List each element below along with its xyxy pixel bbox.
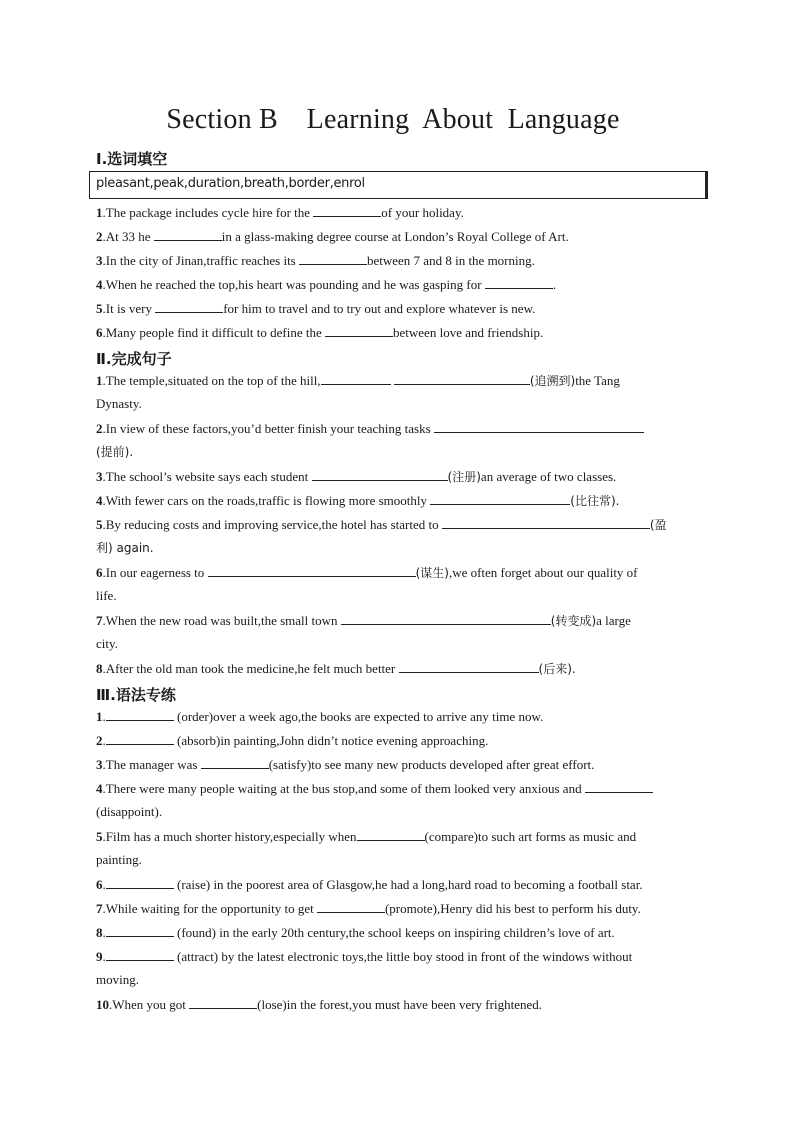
s1-item-2: 2.At 33 he in a glass-making degree course at London’s Royal College of Art. [96,229,569,244]
answer-blank[interactable] [485,276,553,289]
s2-item-5: 5.By reducing costs and improving service,the hotel has started to (盈 [96,517,667,532]
answer-blank[interactable] [155,300,223,313]
answer-blank[interactable] [585,780,653,793]
s1-item-5: 5.It is very for him to travel and to try out and explore whatever is new. [96,301,536,316]
answer-blank[interactable] [317,900,385,913]
s3-item-6: 6. (raise) in the poorest area of Glasgow,he had a long,hard road to becoming a football star. [96,877,643,892]
page-title: Section B Learning About Language [166,104,620,135]
section-3-heading: Ⅲ.语法专练 [96,686,176,704]
answer-blank[interactable] [442,516,650,529]
answer-blank[interactable] [394,372,530,385]
s2-item-6: 6.In our eagerness to (谋生),we often forget about our quality of [96,565,638,580]
answer-blank[interactable] [106,924,174,937]
s2-item-1-cont: Dynasty. [96,396,142,411]
s3-item-1: 1. (order)over a week ago,the books are expected to arrive any time now. [96,709,544,724]
s3-item-4-cont: (disappoint). [96,804,163,819]
answer-blank[interactable] [106,876,174,889]
answer-blank[interactable] [106,732,174,745]
s1-item-3: 3.In the city of Jinan,traffic reaches its between 7 and 8 in the morning. [96,253,535,268]
answer-blank[interactable] [399,660,539,673]
answer-blank[interactable] [189,996,257,1009]
s3-item-7: 7.While waiting for the opportunity to get (promote),Henry did his best to perform his duty. [96,901,641,916]
section-1-heading: Ⅰ.选词填空 [96,150,168,168]
s3-item-5: 5.Film has a much shorter history,especially when (compare)to such art forms as music and [96,829,637,844]
answer-blank[interactable] [321,372,391,385]
s2-item-2: 2.In view of these factors,you’d better finish your teaching tasks [96,420,644,437]
s3-item-9-cont: moving. [96,972,139,987]
answer-blank[interactable] [208,564,416,577]
s2-item-7: 7.When the new road was built,the small town (转变成)a large [96,613,631,628]
s3-item-2: 2. (absorb)in painting,John didn’t notice evening approaching. [96,733,489,748]
answer-blank[interactable] [299,252,367,265]
s1-item-6: 6.Many people find it difficult to define the between love and friendship. [96,325,544,340]
word-bank-text: pleasant,peak,duration,breath,border,enrol [96,176,365,191]
s3-item-5-cont: painting. [96,852,142,867]
s3-item-9: 9. (attract) by the latest electronic toys,the little boy stood in front of the windows without [96,949,633,964]
answer-blank[interactable] [430,492,570,505]
s3-item-10: 10.When you got (lose)in the forest,you must have been very frightened. [96,997,542,1012]
answer-blank[interactable] [201,756,269,769]
s3-item-8: 8. (found) in the early 20th century,the school keeps on inspiring children’s love of art. [96,925,615,940]
answer-blank[interactable] [357,828,425,841]
answer-blank[interactable] [341,612,551,625]
s2-item-2-cont: (提前). [96,445,134,459]
answer-blank[interactable] [325,324,393,337]
s2-item-6-cont: life. [96,588,117,603]
answer-blank[interactable] [154,228,222,241]
answer-blank[interactable] [106,708,174,721]
answer-blank[interactable] [434,420,644,433]
s2-item-1: 1.The temple,situated on the top of the hill, (追溯到)the Tang [96,373,620,388]
answer-blank[interactable] [106,948,174,961]
answer-blank[interactable] [313,204,381,217]
s1-item-4: 4.When he reached the top,his heart was pounding and he was gasping for . [96,277,557,292]
s3-item-4: 4.There were many people waiting at the bus stop,and some of them looked very anxious and [96,780,653,797]
word-bank-box [89,171,706,199]
s2-item-4: 4.With fewer cars on the roads,traffic is flowing more smoothly (比往常). [96,493,620,508]
s2-item-5-cont: 利) again. [96,541,154,555]
s2-item-8: 8.After the old man took the medicine,he felt much better (后来). [96,661,576,676]
answer-blank[interactable] [312,468,448,481]
s1-item-1: 1.The package includes cycle hire for the of your holiday. [96,205,464,220]
s2-item-7-cont: city. [96,636,118,651]
s3-item-3: 3.The manager was (satisfy)to see many new products developed after great effort. [96,757,595,772]
section-2-heading: Ⅱ.完成句子 [96,350,172,368]
s2-item-3: 3.The school’s website says each student (注册)an average of two classes. [96,469,617,484]
